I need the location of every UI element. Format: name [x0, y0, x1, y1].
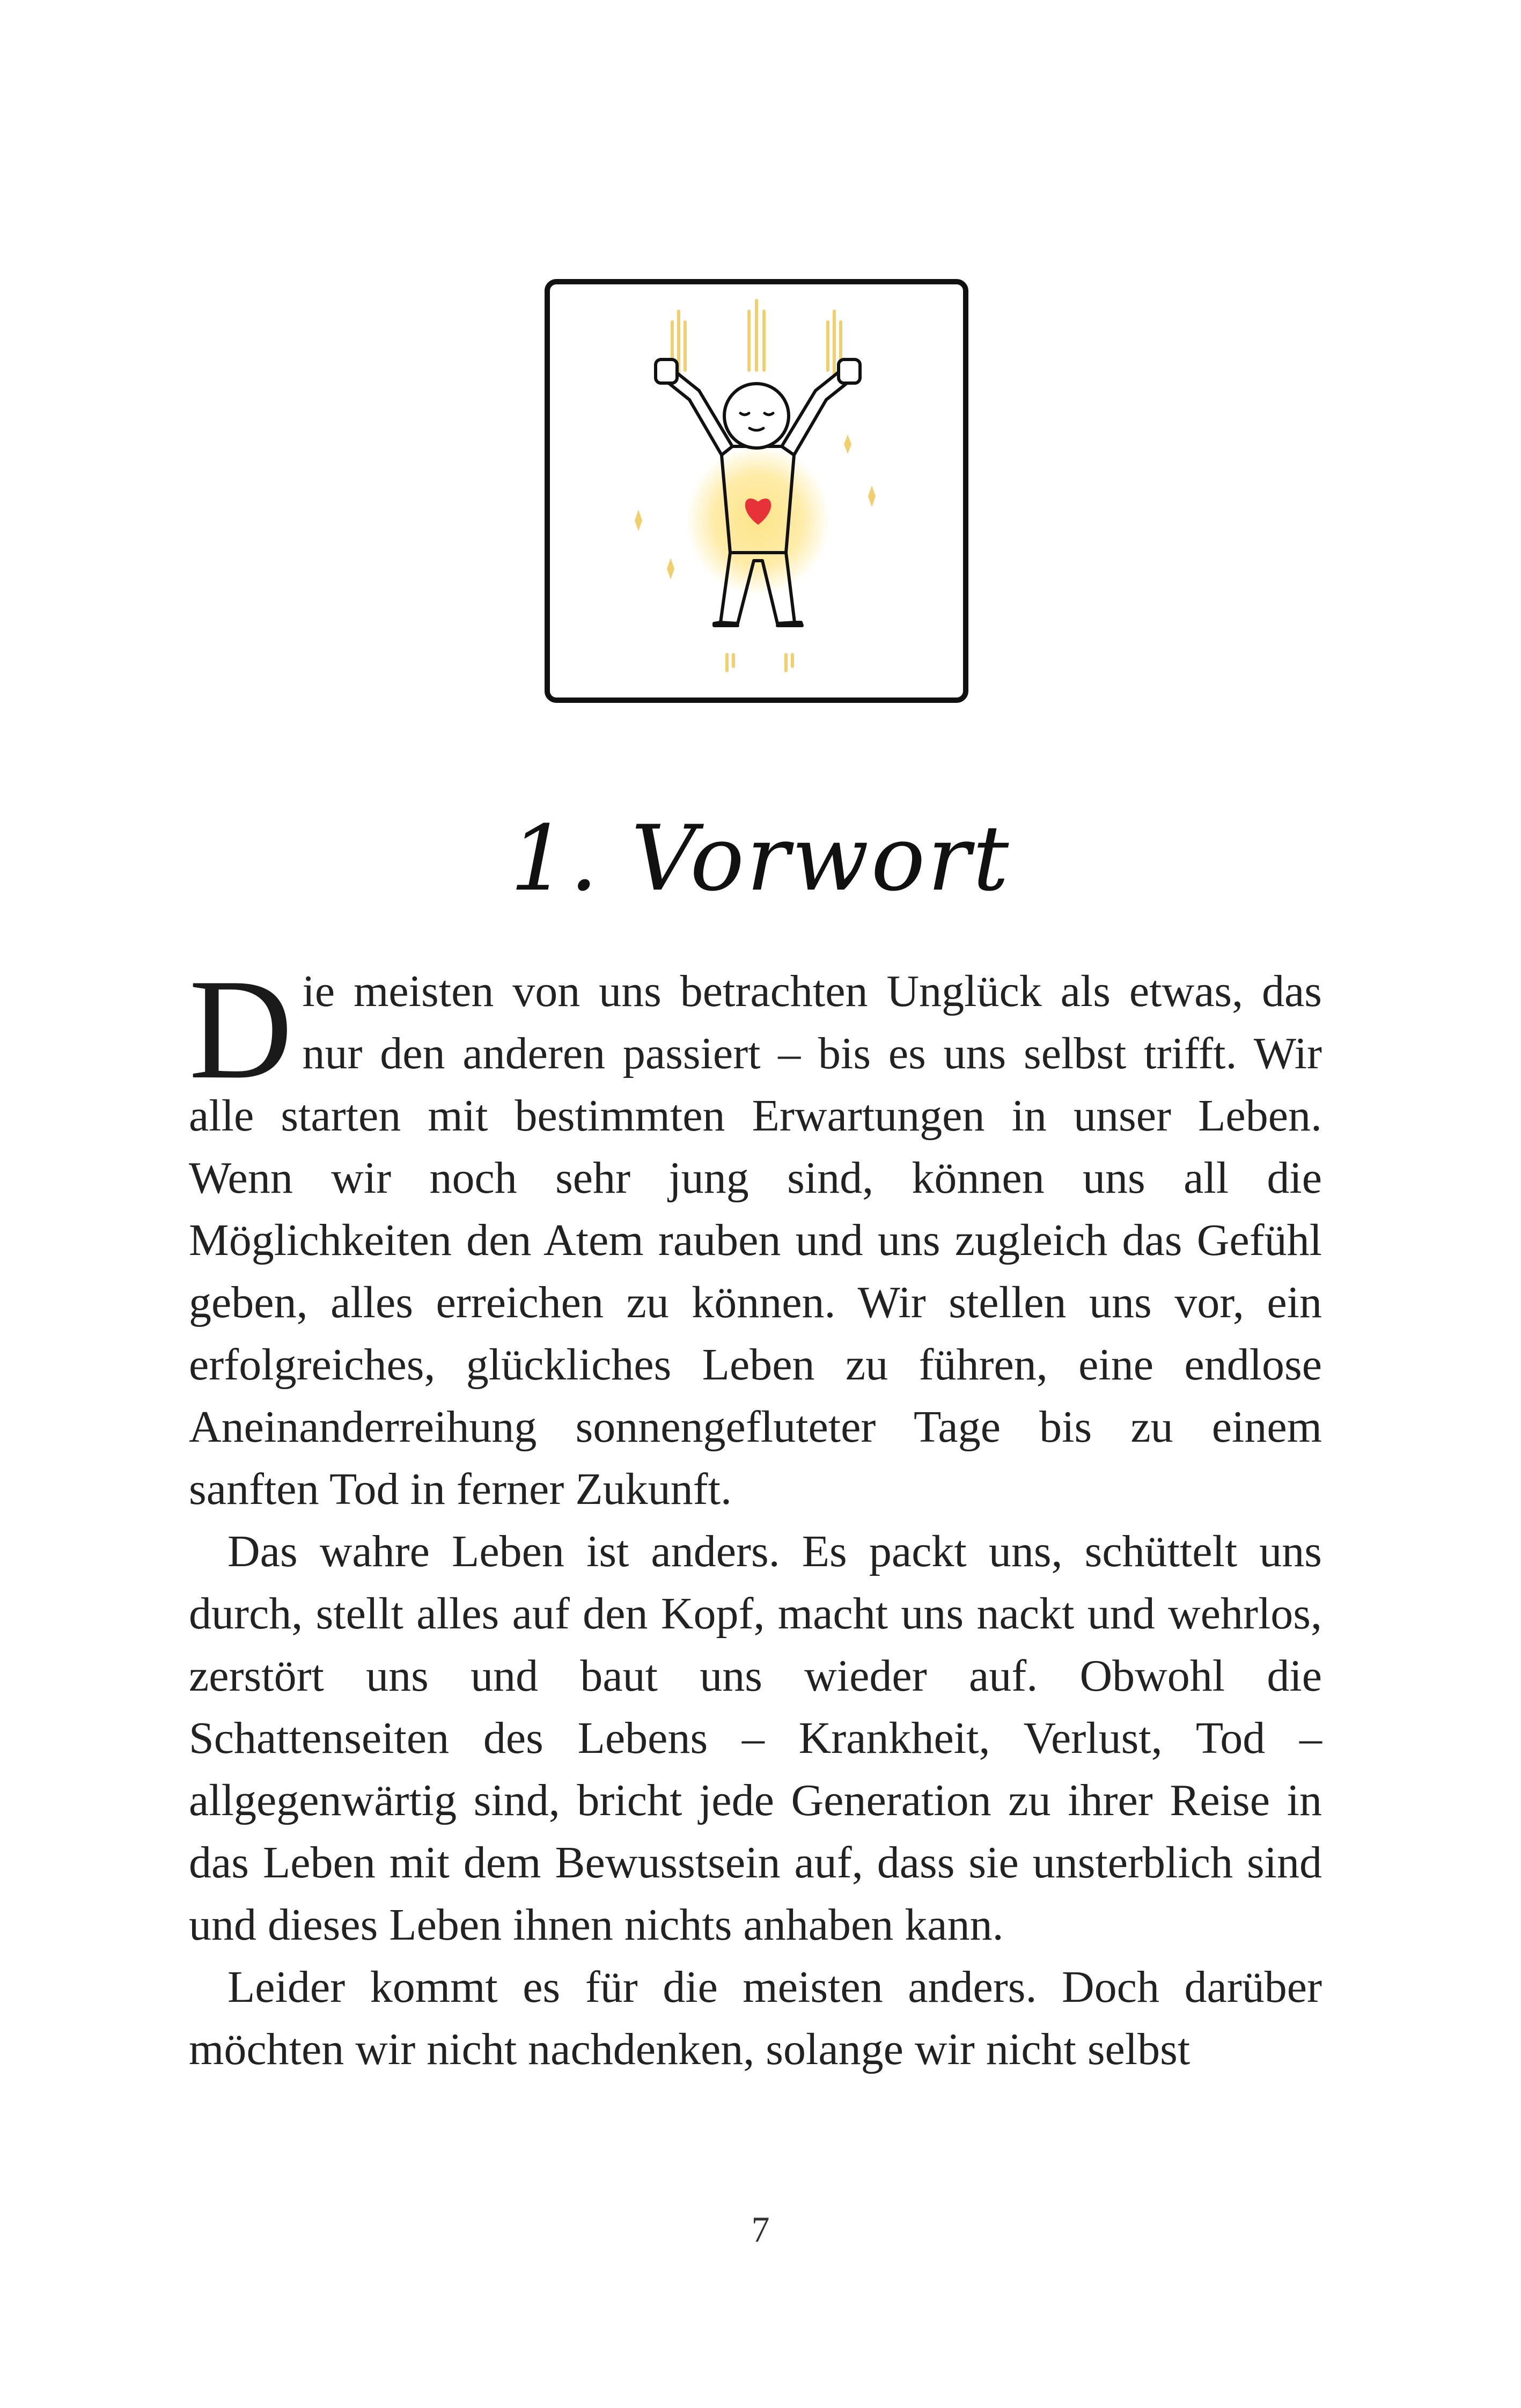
paragraph-1-text: ie meisten von uns betrachten Unglück als etwas, das nur den anderen passiert – bis es uns selbst trifft. Wir alle starten mit bestimmten Erwartungen in unser Leben. Wenn wir noch sehr jung sind, können uns all die Möglichkeiten den Atem rauben und uns zugleich das Gefühl geben, alles erreichen zu können. Wir stellen uns vor, ein erfolgreiches, glückliches Leben zu führen, eine endlose Aneinanderreihung sonnengefluteter Tage bis zu einem sanften Tod in ferner Zukunft. — [189, 966, 1322, 1514]
page-number: 7 — [751, 2209, 770, 2250]
body-text — [189, 949, 1322, 2081]
paragraph-3: Leider kommt es für die meisten anders. Doch darüber möchten wir nicht nachdenken, solange wir nicht selbst — [189, 1962, 1322, 2074]
person-arms-raised-with-heart-icon — [550, 284, 963, 698]
drop-cap: D — [189, 949, 293, 1108]
paragraph-1 — [189, 949, 1322, 1521]
chapter-illustration — [545, 279, 968, 703]
chapter-title: 1. Vorwort — [510, 806, 1011, 911]
paragraph-2: Das wahre Leben ist anders. Es packt uns, schüttelt uns durch, stellt alles auf den Kopf, macht uns nackt und wehrlos, zerstört uns und baut uns wieder auf. Obwohl die Schattenseiten des Lebens – Krankheit, Verlust, Tod – allgegenwärtig sind, bricht jede Generation zu ihrer Reise in das Leben mit dem Bewusstsein auf, dass sie unsterblich sind und dieses Leben ihnen nichts anhaben kann. — [189, 1526, 1322, 1950]
